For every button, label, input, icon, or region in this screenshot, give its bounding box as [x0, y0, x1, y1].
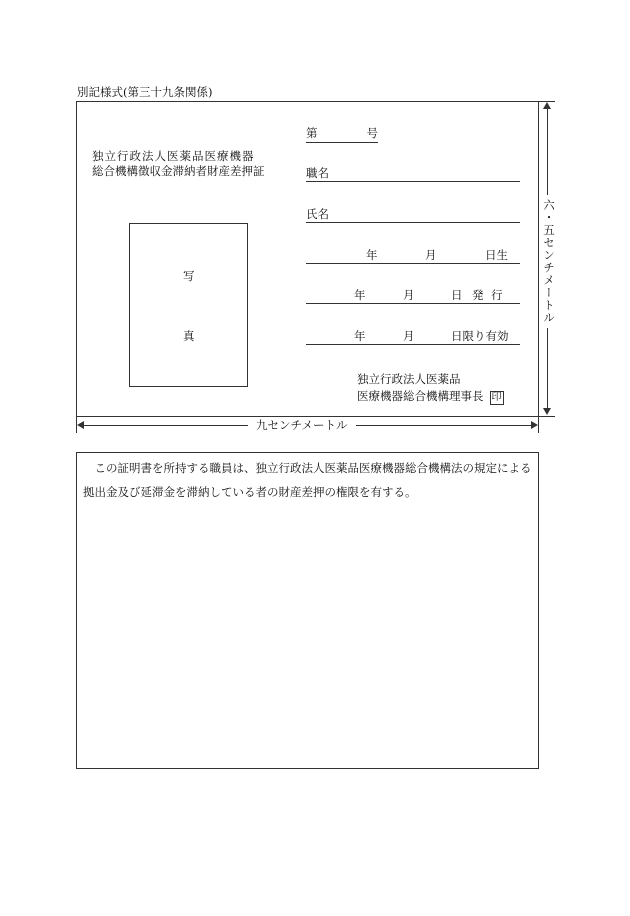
- photo-label-2: 真: [183, 329, 195, 343]
- number-field: [306, 126, 378, 143]
- issue-month: 月: [403, 288, 415, 302]
- issuer-line-2: [357, 389, 504, 405]
- photo-label-1: 写: [183, 269, 195, 283]
- form-title: 別記様式(第三十九条関係): [77, 85, 213, 99]
- number-prefix: 第: [306, 126, 318, 140]
- issue-date-field: [306, 288, 520, 304]
- issue-day: 日: [451, 288, 463, 302]
- valid-suffix: 日限り有効: [451, 329, 509, 343]
- height-dimension-arrow-up: [543, 102, 551, 109]
- seal-stamp: 印: [491, 392, 502, 403]
- valid-until-field: [306, 329, 520, 345]
- height-dimension-arrow-down: [543, 408, 551, 415]
- width-dimension-arrow-right: [531, 421, 538, 429]
- issuer-title: 医療機器総合機構理事長: [357, 389, 484, 403]
- height-dimension-label: 六・五センチメートル: [541, 195, 557, 328]
- width-dimension-arrow-left: [77, 421, 84, 429]
- photo-box: [129, 223, 248, 387]
- authority-statement: この証明書を所持する職員は、独立行政法人医薬品医療機器総合機構法の規定による拠出金及び延滞金を滞納している者の財産差押の権限を有する。: [83, 461, 532, 499]
- birth-date-field: [306, 248, 520, 264]
- issue-suffix: 発 行: [472, 288, 505, 302]
- number-suffix: 号: [366, 126, 378, 140]
- birth-month: 月: [425, 248, 437, 262]
- job-title-label: 職名: [306, 166, 329, 180]
- width-dimension-right-tick: [538, 417, 539, 433]
- width-dimension-label: 九センチメートル: [248, 418, 356, 432]
- name-label: 氏名: [306, 207, 329, 221]
- certificate-title-line-2: 総合機構徴収金滞納者財産差押証: [92, 164, 265, 178]
- issue-year: 年: [354, 288, 366, 302]
- valid-year: 年: [354, 329, 366, 343]
- name-field: [306, 207, 520, 223]
- certificate-title-line-1: 独立行政法人医薬品医療機器: [92, 149, 255, 163]
- height-dimension-bottom-tick: [539, 416, 555, 417]
- birth-day: 日生: [485, 248, 508, 262]
- valid-month: 月: [403, 329, 415, 343]
- issuer-line-1: 独立行政法人医薬品: [357, 372, 461, 386]
- certificate-back-card: [76, 452, 539, 769]
- job-title-field: [306, 166, 520, 182]
- birth-year: 年: [366, 248, 378, 262]
